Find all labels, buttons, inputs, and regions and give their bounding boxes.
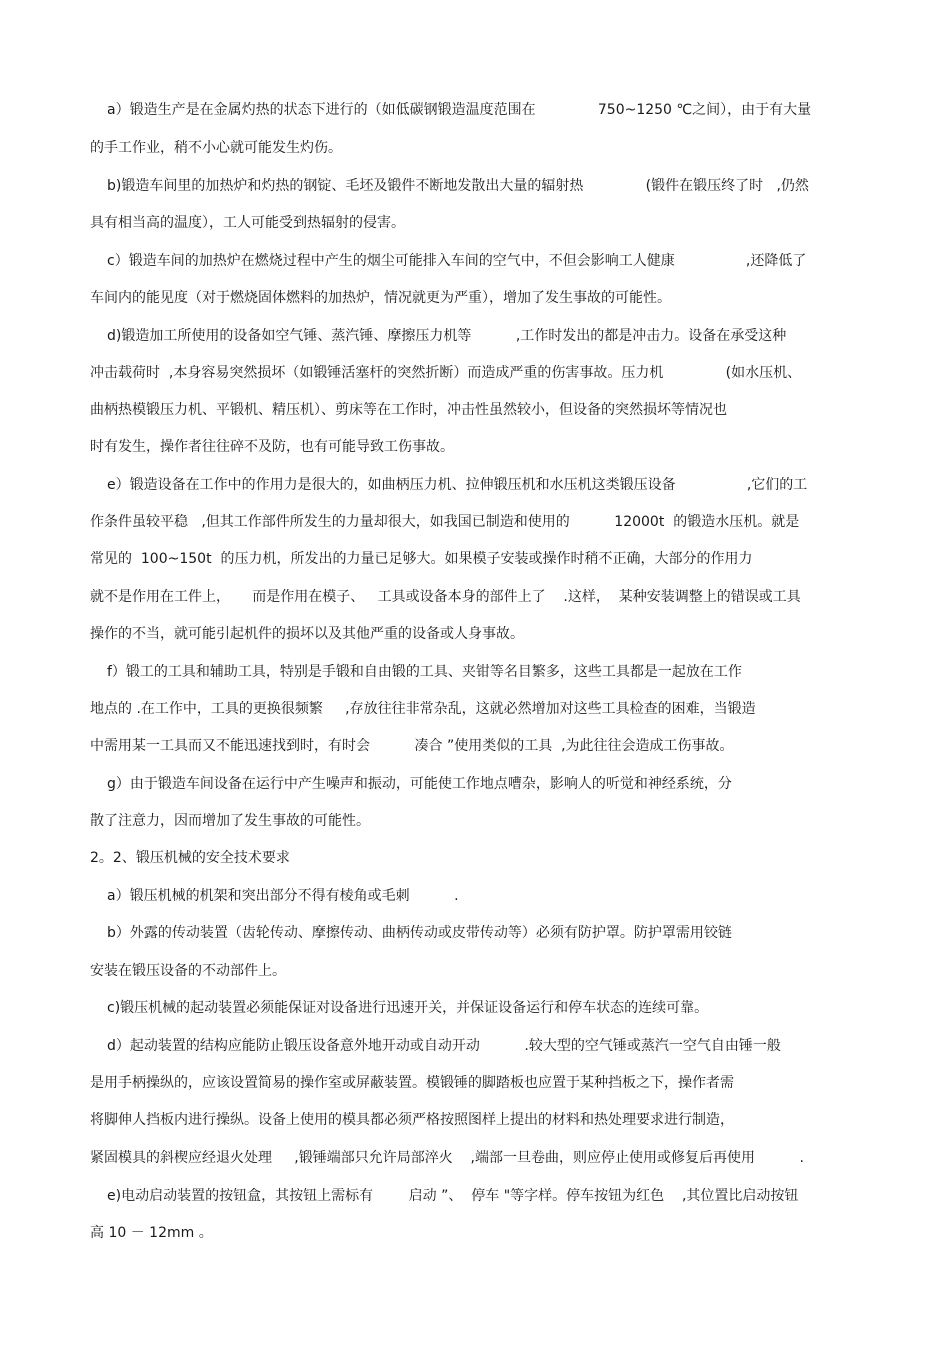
text-line: d)锻造加工所使用的设备如空气锤、蒸汽锤、摩擦压力机等 ,工作时发出的都是冲击力。设备在承受这种 [107, 328, 787, 344]
text-line: 将脚伸人挡板内进行操纵。设备上使用的模具都必须严格按照图样上提出的材料和热处理要求进行制造， [90, 1112, 734, 1128]
text-line: 是用手柄操纵的，应该设置简易的操作室或屏蔽装置。模锻锤的脚踏板也应置于某种挡板之下，操作者需 [90, 1075, 734, 1091]
text-line: 安装在锻压设备的不动部件上。 [90, 963, 286, 979]
text-line: 中需用某一工具而又不能迅速找到时，有时会 凑合 ”使用类似的工具 ,为此往往会造成工伤事故。 [90, 738, 734, 754]
text-line: b）外露的传动装置（齿轮传动、摩擦传动、曲柄传动或皮带传动等）必须有防护罩。防护罩需用铰链 [107, 925, 732, 941]
text-line: c）锻造车间的加热炉在燃烧过程中产生的烟尘可能排入车间的空气中，不但会影响工人健康 ,还降低了 [107, 253, 807, 269]
text-line: 散了注意力，因而增加了发生事故的可能性。 [90, 813, 370, 829]
text-line: 的手工作业，稍不小心就可能发生灼伤。 [90, 140, 342, 156]
text-line: 地点的 .在工作中，工具的更换很频繁 ,存放往往非常杂乱，这就必然增加对这些工具检查的困难，当锻造 [90, 701, 756, 717]
text-line: 曲柄热模锻压力机、平锻机、精压机）、剪床等在工作时，冲击性虽然较小，但设备的突然损坏等情况也 [90, 402, 727, 418]
text-line: 作条件虽较平稳 ,但其工作部件所发生的力量却很大，如我国已制造和使用的 12000t 的锻造水压机。就是 [90, 514, 800, 530]
text-line: 具有相当高的温度），工人可能受到热辐射的侵害。 [90, 215, 405, 231]
text-line: f）锻工的工具和辅助工具，特别是手锻和自由锻的工具、夹钳等名目繁多，这些工具都是一起放在工作 [107, 664, 742, 680]
text-line: 操作的不当，就可能引起机件的损坏以及其他严重的设备或人身事故。 [90, 626, 524, 642]
text-line: a）锻造生产是在金属灼热的状态下进行的（如低碳钢锻造温度范围在 750~1250 ℃之间），由于有大量 [107, 102, 812, 118]
text-line: b)锻造车间里的加热炉和灼热的钢锭、毛坯及锻件不断地发散出大量的辐射热 (锻件在锻压终了时 ,仍然 [107, 178, 809, 194]
text-line: d）起动装置的结构应能防止锻压设备意外地开动或自动开动 .较大型的空气锤或蒸汽一空气自由锤一般 [107, 1038, 781, 1054]
text-line: 冲击载荷时 ,本身容易突然损坏（如锻锤活塞杆的突然折断）而造成严重的伤害事故。压力机 (如水压机、 [90, 365, 802, 381]
text-line: e）锻造设备在工作中的作用力是很大的，如曲柄压力机、拉伸锻压机和水压机这类锻压设备 ,它们的工 [107, 477, 808, 493]
text-line: c)锻压机械的起动装置必须能保证对设备进行迅速开关，并保证设备运行和停车状态的连续可靠。 [107, 1000, 709, 1016]
text-line: 车间内的能见度（对于燃烧固体燃料的加热炉，情况就更为严重），增加了发生事故的可能性。 [90, 290, 671, 306]
text-line: g）由于锻造车间设备在运行中产生噪声和振动，可能使工作地点嘈杂，影响人的听觉和神经系统，分 [107, 776, 732, 792]
section-heading: 2。2、锻压机械的安全技术要求 [90, 850, 290, 866]
text-line: 时有发生，操作者往往碎不及防，也有可能导致工伤事故。 [90, 439, 454, 455]
text-line: 高 10 － 12mm 。 [90, 1225, 213, 1241]
text-line: 常见的 100~150t 的压力机，所发出的力量已足够大。如果模子安装或操作时稍不正确，大部分的作用力 [90, 551, 753, 567]
text-line: e)电动启动装置的按钮盒，其按钮上需标有 启动 ”、 停车 "等字样。停车按钮为红色 ,其位置比启动按钮 [107, 1188, 799, 1204]
text-line: a）锻压机械的机架和突出部分不得有棱角或毛刺 . [107, 888, 459, 904]
text-line: 紧固模具的斜楔应经退火处理 ,锻锤端部只允许局部淬火 ,端部一旦卷曲，则应停止使用或修复后再使用 . [90, 1150, 804, 1166]
text-line: 就不是作用在工件上， 而是作用在模子、 工具或设备本身的部件上了 .这样， 某种安装调整上的错误或工具 [90, 589, 801, 605]
